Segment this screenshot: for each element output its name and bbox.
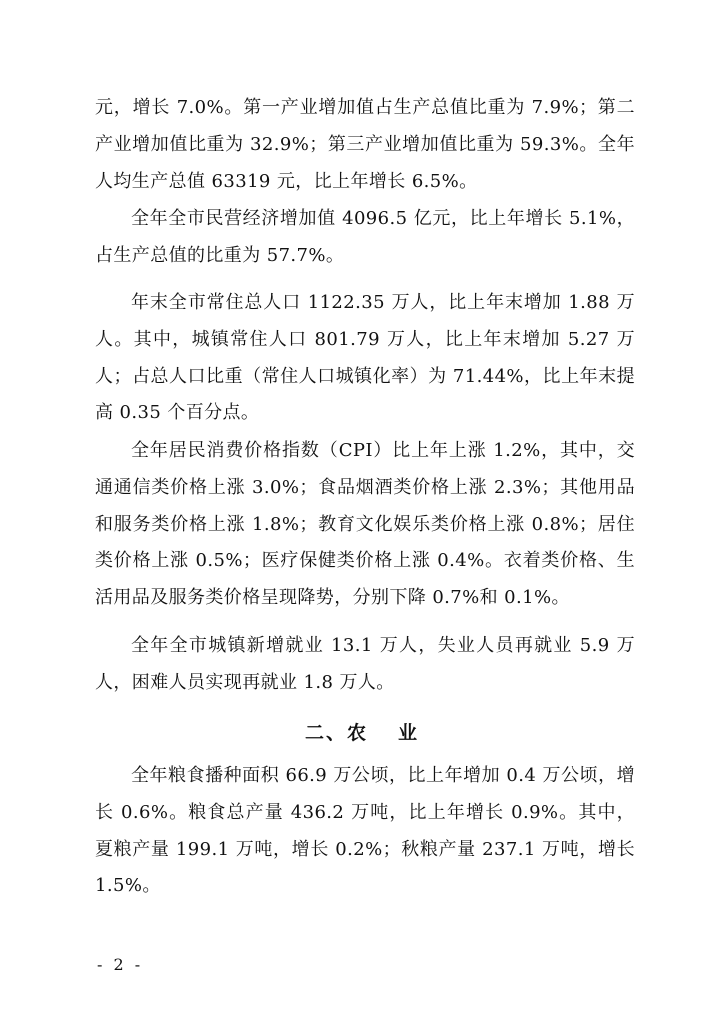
paragraph-cpi: 全年居民消费价格指数（CPI）比上年上涨 1.2%，其中，交通通信类价格上涨 3.0%；食品烟酒类价格上涨 2.3%；其他用品和服务类价格上涨 1.8%；教育文化娱乐类价格上涨 0.8%；居住类价格上涨 0.5%；医疗保健类价格上涨 0.4%。衣着类价格、生活用品及服务类价格呈现降势，分别下降 0.7%和 0.1%。	[95, 440, 635, 609]
paragraph-employment: 全年全市城镇新增就业 13.1 万人，失业人员再就业 5.9 万人，困难人员实现再就业 1.8 万人。	[95, 635, 635, 693]
paragraph-private-economy: 全年全市民营经济增加值 4096.5 亿元，比上年增长 5.1%，占生产总值的比重为 57.7%。	[95, 208, 635, 266]
section-heading-part2: 业	[398, 722, 420, 744]
section-heading-part1: 农	[346, 722, 368, 744]
paragraph-population: 年末全市常住总人口 1122.35 万人，比上年末增加 1.88 万人。其中，城镇常住人口 801.79 万人，比上年末增加 5.27 万人；占总人口比重（常住人口城镇化率）为 71.44%，比上年末提高 0.35 个百分点。	[95, 292, 635, 424]
section-heading-agriculture	[0, 718, 724, 745]
section-heading-number: 二、	[304, 722, 347, 744]
paragraph-gdp-structure: 元，增长 7.0%。第一产业增加值占生产总值比重为 7.9%；第二产业增加值比重为 32.9%；第三产业增加值比重为 59.3%。全年人均生产总值 63319 元，比上年增长 6.5%。	[95, 97, 635, 192]
page-number: - 2 -	[97, 955, 144, 974]
paragraph-grain: 全年粮食播种面积 66.9 万公顷，比上年增加 0.4 万公顷，增长 0.6%。粮食总产量 436.2 万吨，比上年增长 0.9%。其中，夏粮产量 199.1 万吨，增长 0.2%；秋粮产量 237.1 万吨，增长 1.5%。	[95, 765, 635, 897]
